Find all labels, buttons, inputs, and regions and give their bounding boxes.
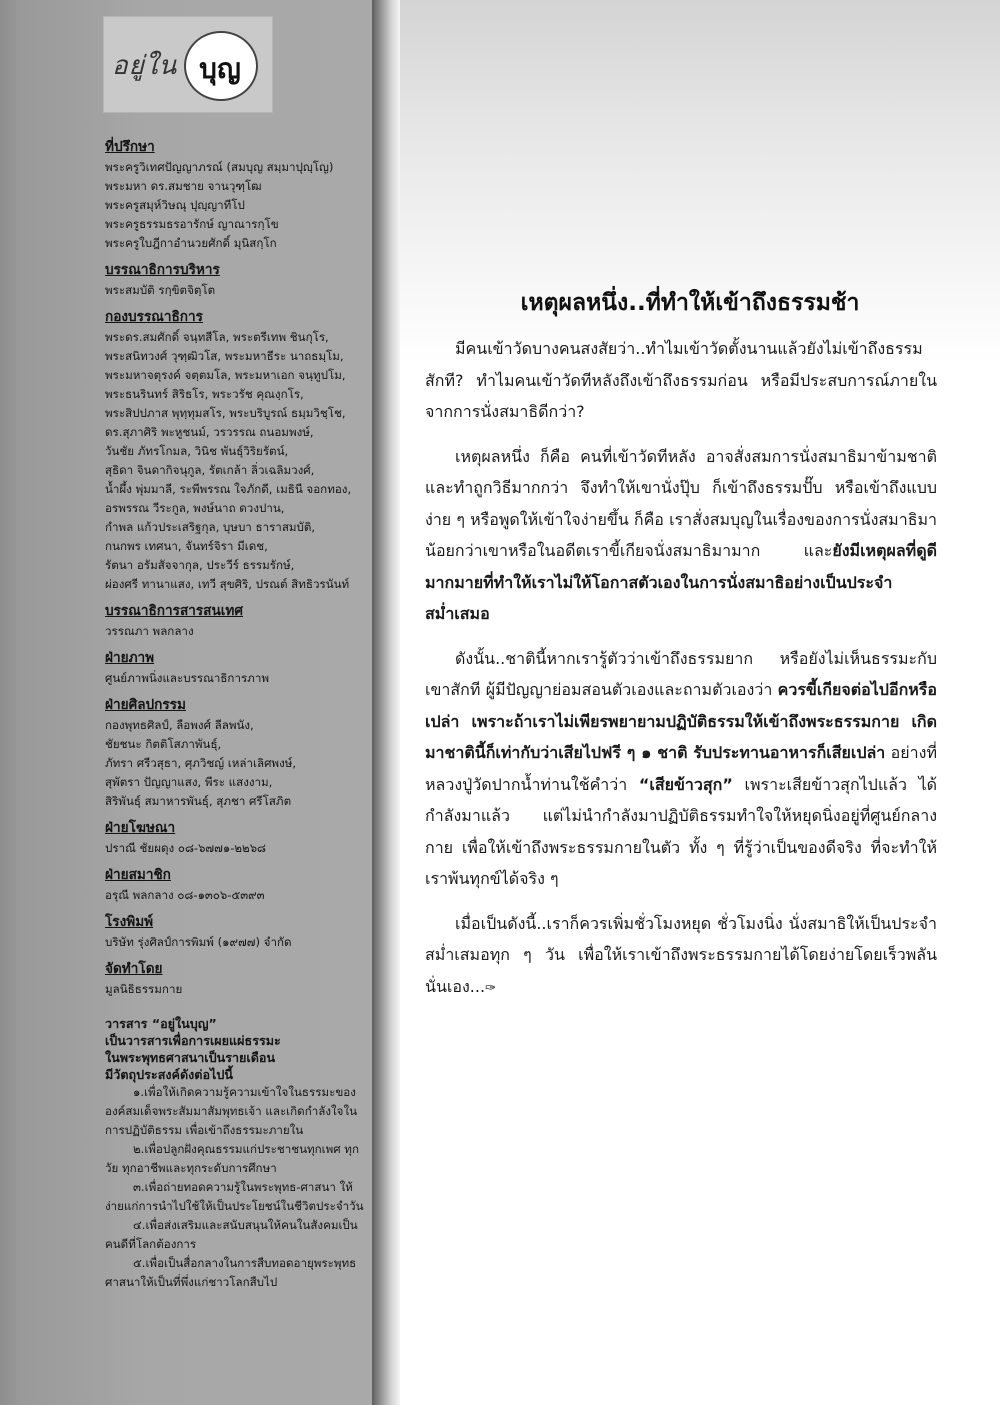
- article-body: [425, 333, 937, 1017]
- paragraph-2: [425, 441, 937, 630]
- magazine-intro: [105, 1015, 367, 1083]
- paragraph-4: [425, 908, 937, 1005]
- editorial-line: ผ่องศรี ทานาแสง, เทวี สุขศิริ, ปรณต์ สิทธิวรนันท์: [105, 577, 350, 591]
- paragraph-3: [425, 643, 937, 895]
- members-contact: อรุณี พลกลาง ๐๘-๑๓๐๖-๕๓๙๓: [105, 888, 265, 902]
- ads-contact: ปราณี ชัยผดุง ๐๘-๖๗๗๑-๒๒๖๘: [105, 841, 266, 855]
- info-editor-heading: บรรณาธิการสารสนเทศ: [105, 603, 243, 619]
- art-line: สุพัตรา ปัญญาแสง, พีระ แสงงาม,: [105, 775, 273, 789]
- info-editor-name: วรรณภา พลกลาง: [105, 624, 194, 638]
- members-heading: ฝ่ายสมาชิก: [105, 867, 171, 883]
- exec-editor-heading: บรรณาธิการบริหาร: [105, 262, 220, 278]
- art-line: ชัยชนะ กิตติโสภาพันธุ์,: [105, 737, 222, 751]
- editorial-line: พระดร.สมศักดิ์ จนฺทสีโล, พระตรีเทพ ชินกุโร,: [105, 330, 329, 344]
- paragraph-3-emphasis: ควรขี้เกียจต่อไปอีกหรือเปล่า เพราะถ้าเราไม่เพียรพยายามปฏิบัติธรรมให้เข้าถึงพระธรรมกาย เกิดมาชาตินี้ก็เท่ากับว่าเสียไปฟรี ๆ ๑ ชาติ รับประทานอาหารก็เสียเปล่า: [425, 680, 937, 762]
- photo-dept: ศูนย์ภาพนิ่งและบรรณาธิการภาพ: [105, 671, 269, 685]
- editorial-line: พระสนิทวงศ์ วุฑฺฒิวโส, พระมหาธีระ นาถธมฺโม,: [105, 349, 344, 363]
- art-heading: ฝ่ายศิลปกรรม: [105, 697, 186, 713]
- intro-line: มีวัตถุประสงค์ดังต่อไปนี้: [105, 1067, 233, 1082]
- intro-line: เป็นวารสารเพื่อการเผยแผ่ธรรมะ: [105, 1033, 281, 1048]
- advisor-line: พระครูธรรมธรอารักษ์ ญาณารกฺโข: [105, 217, 279, 231]
- objective-item: ๓.เพื่อถ่ายทอดความรู้ในพระพุทธ-ศาสนา ให้ง่ายแก่การนำไปใช้ให้เป็นประโยชน์ในชีวิตประจำวัน: [105, 1180, 364, 1213]
- objective-item: ๕.เพื่อเป็นสื่อกลางในการสืบทอดอายุพระพุทธศาสนาให้เป็นที่พึ่งแก่ชาวโลกสืบไป: [105, 1256, 357, 1289]
- advisor-line: พระครูวิเทศปัญญาภรณ์ (สมบุญ สมฺมาปุญฺโญ): [105, 160, 334, 174]
- editorial-line: พระสิปปภาส พุทฺทุมสโร, พระบริบูรณ์ ธมฺมวิชฺโช,: [105, 406, 346, 420]
- pen-icon: ✑: [485, 980, 496, 996]
- paragraph-2-text: เหตุผลหนึ่ง ก็คือ คนที่เข้าวัดทีหลัง อาจสั่งสมการนั่งสมาธิมาข้ามชาติและทำถูกวิธีมากกว่า จึงทำให้เขานั่งปุ๊บ ก็เข้าถึงธรรมปั๊บ หรือเข้าถึงแบบง่าย ๆ หรือพูดให้เข้าใจง่ายขึ้น ก็คือ เราสั่งสมบุญในเรื่องของการนั่งสมาธิมาน้อยกว่าเขาหรือในอดีตเราขี้เกียจนั่งสมาธิมามาก และ: [425, 446, 937, 560]
- editorial-line: อรพรรณ วีระกูล, พงษ์นาถ ดวงปาน,: [105, 501, 285, 515]
- logo-text-right: บุญ: [199, 52, 241, 85]
- paragraph-3-quote: “เสียข้าวสุก”: [638, 774, 733, 794]
- intro-line: ในพระพุทธศาสนาเป็นรายเดือน: [105, 1050, 276, 1065]
- masthead: [105, 136, 367, 1292]
- paragraph-1: มีคนเข้าวัดบางคนสงสัยว่า..ทำไมเข้าวัดตั้งนานแล้วยังไม่เข้าถึงธรรมสักที? ทำไมคนเข้าวัดทีหลังถึงเข้าถึงธรรมก่อน หรือมีประสบการณ์ภายในจากการนั่งสมาธิดีกว่า?: [425, 339, 937, 421]
- paragraph-3-text-3: เพราะเสียข้าวสุกไปแล้ว ได้กำลังมาแล้ว แต่ไม่นำกำลังมาปฏิบัติธรรมทำใจให้หยุดนิ่งอยู่ที่ศูนย์กลางกาย เพื่อให้เข้าถึงพระธรรมกายในตัว ทั้ง ๆ ที่รู้ว่าเป็นของดีจริง ที่จะทำให้เราพ้นทุกข์ได้จริง ๆ: [425, 774, 938, 888]
- sidebar-edge-shadow: [372, 0, 400, 1405]
- advisor-line: พระครูใบฎีกาอำนวยศักดิ์ มุนิสกฺโก: [105, 236, 277, 250]
- editorial-line: น้ำผึ้ง พุ่มมาลี, ระพีพรรณ ใจภักดี, เมธินี จอกทอง,: [105, 482, 352, 496]
- advisor-line: พระมหา ดร.สมชาย จานวุฑฺโฒ: [105, 179, 262, 193]
- editorial-line: กำพล แก้วประเสริฐกุล, บุษบา ธาราสมบัติ,: [105, 520, 316, 534]
- intro-line: วารสาร “อยู่ในบุญ”: [105, 1016, 217, 1031]
- editorial-line: พระมหาจตุรงค์ จตฺตมโล, พระมหาเอก จนฺทูปโม,: [105, 368, 346, 382]
- exec-editor-name: พระสมบัติ รกฺขิตจิตฺโต: [105, 283, 216, 297]
- producer-heading: จัดทำโดย: [105, 961, 163, 977]
- editorial-line: สุธิดา จินดากิจนุกูล, รัตเกล้า ลิ่วเฉลิมวงศ์,: [105, 463, 315, 477]
- print-heading: โรงพิมพ์: [105, 914, 154, 930]
- advisor-line: พระครูสมุห์วิษณุ ปุญฺญาทีโป: [105, 198, 245, 212]
- producer-name: มูลนิธิธรรมกาย: [105, 982, 183, 996]
- objective-item: ๔.เพื่อส่งเสริมและสนับสนุนให้คนในสังคมเป็นคนดีที่โลกต้องการ: [105, 1218, 358, 1251]
- paragraph-4-text: เมื่อเป็นดังนี้..เราก็ควรเพิ่มชั่วโมงหยุด ชั่วโมงนิ่ง นั่งสมาธิให้เป็นประจำสม่ำเสมอทุก ๆ วัน เพื่อให้เราเข้าถึงพระธรรมกายได้โดยง่ายโดยเร็วพลันนั่นเอง...: [425, 913, 937, 996]
- paragraph-3-text-2: อย่างที่หลวงปู่วัดปากน้ำท่านใช้คำว่า: [425, 743, 937, 794]
- editorial-line: พระธนรินทร์ สิริธโร, พระวรัช คุณงฺกโร,: [105, 387, 304, 401]
- ads-heading: ฝ่ายโฆษณา: [105, 820, 176, 836]
- objective-item: ๒.เพื่อปลูกฝังคุณธรรมแก่ประชาชนทุกเพศ ทุกวัย ทุกอาชีพและทุกระดับการศึกษา: [105, 1142, 359, 1175]
- printer-name: บริษัท รุ่งศิลป์การพิมพ์ (๑๙๗๗) จำกัด: [105, 935, 292, 949]
- magazine-logo: [103, 16, 273, 113]
- editorial-heading: กองบรรณาธิการ: [105, 309, 203, 325]
- editorial-line: กนกพร เทศนา, จันทร์จิรา มีเดช,: [105, 539, 268, 553]
- editorial-line: ดร.สุภาศิริ พะหูชนม์, วรวรรณ ถนอมพงษ์,: [105, 425, 314, 439]
- paragraph-3-text: ดังนั้น..ชาตินี้หากเรารู้ตัวว่าเข้าถึงธรรมยาก หรือยังไม่เห็นธรรมะกับเขาสักที ผู้มีปัญญาย่อมสอนตัวเองและถามตัวเองว่า: [425, 648, 937, 699]
- logo-text-left: อยู่ใน: [112, 51, 178, 81]
- advisors-heading: ที่ปรึกษา: [105, 139, 155, 155]
- editorial-line: รัตนา อรัมสัจจากุล, ประวีร์ ธรรมรักษ์,: [105, 558, 295, 572]
- paragraph-2-emphasis: ยังมีเหตุผลที่ดูดีมากมายที่ทำให้เราไม่ให้โอกาสตัวเองในการนั่งสมาธิอย่างเป็นประจำสม่ำเสมอ: [425, 541, 937, 623]
- art-line: ภัทรา ศรีวสุธา, ศุภวิชญ์ เหล่าเลิศพงษ์,: [105, 756, 297, 770]
- art-line: สิริพันธุ์ สมาหารพันธุ์, สุภชา ศรีโสภิต: [105, 794, 292, 808]
- photo-heading: ฝ่ายภาพ: [105, 650, 155, 666]
- editorial-line: วันชัย ภัทรโกมล, วินิช พันธุ์วิริยรัตน์,: [105, 444, 289, 458]
- article-title: เหตุผลหนึ่ง..ที่ทำให้เข้าถึงธรรมช้า: [520, 290, 860, 316]
- art-line: กองพุทธศิลป์, ลือพงศ์ ลีลพนัง,: [105, 718, 254, 732]
- objective-item: ๑.เพื่อให้เกิดความรู้ความเข้าใจในธรรมะขององค์สมเด็จพระสัมมาสัมพุทธเจ้า และเกิดกำลังใจในการปฏิบัติธรรม เพื่อเข้าถึงธรรมะภายใน: [105, 1085, 358, 1137]
